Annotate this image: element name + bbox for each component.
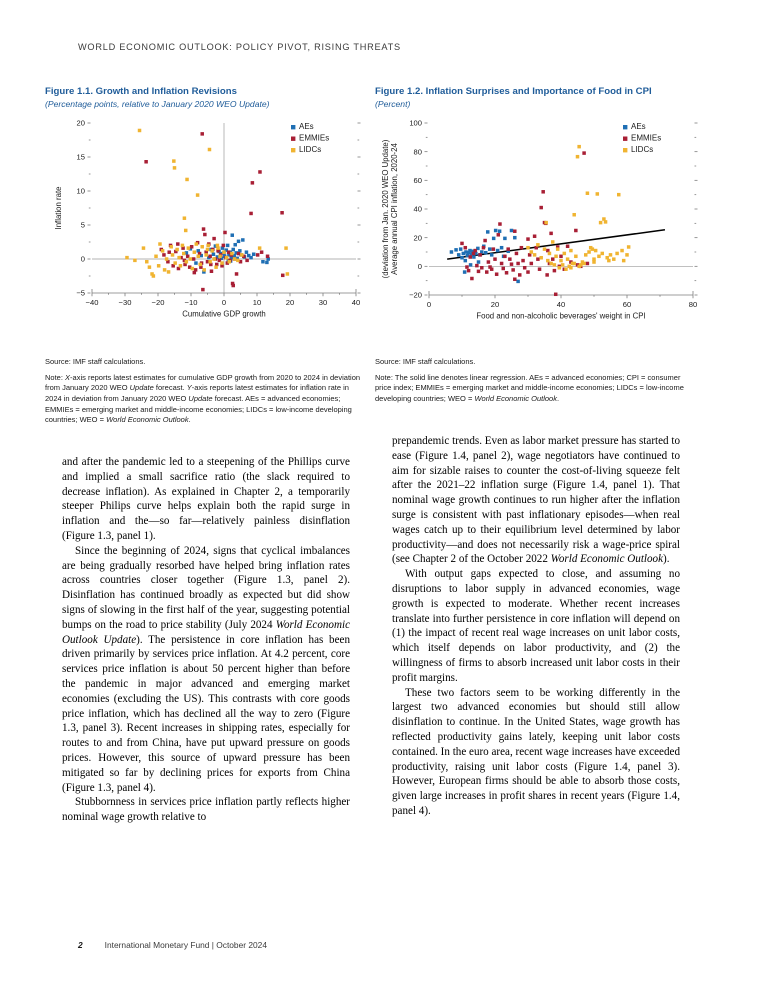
figure-1-2-source: Source: IMF staff calculations. bbox=[375, 357, 476, 366]
svg-text:−40: −40 bbox=[85, 297, 99, 307]
series-lidcs bbox=[125, 129, 289, 278]
paragraph: Stubbornness in services price inflation partly reflects higher nominal wage growth relative to bbox=[62, 796, 350, 824]
page-number: 2 bbox=[78, 940, 83, 950]
body-column-right bbox=[392, 434, 680, 819]
svg-text:30: 30 bbox=[318, 297, 328, 307]
figure-1-2-title: Figure 1.2. Inflation Surprises and Importance of Food in CPI bbox=[375, 86, 652, 97]
figure-1-1-chart bbox=[45, 115, 370, 330]
svg-text:80: 80 bbox=[413, 147, 422, 157]
body-column-left bbox=[62, 455, 350, 825]
legend-label-aes: AEs bbox=[631, 121, 646, 131]
legend-label-emmies: EMMIEs bbox=[299, 133, 330, 143]
figure-1-2-subtitle: (Percent) bbox=[375, 98, 411, 109]
svg-text:−5: −5 bbox=[76, 288, 85, 298]
series-aes bbox=[450, 229, 520, 283]
svg-text:0: 0 bbox=[221, 297, 227, 307]
footer-text: International Monetary Fund | October 2024 bbox=[104, 940, 267, 950]
series-emmies bbox=[460, 151, 589, 296]
svg-text:10: 10 bbox=[252, 297, 262, 307]
scatter-plot-1 bbox=[45, 115, 370, 330]
figure-1-1 bbox=[45, 86, 370, 330]
paragraph: Since the beginning of 2024, signs that cyclical imbalances are being gradually resorbed have helped bring inflation rates across countries closer together (Figure 1.3, panel 2). Disinflation has continued broadly as expected but did show signs of slowing in the first half of the year, suggesting potential bumps on the road to price stability (July 2024 World Economic Outlook Update). The persistence in core inflation has been driven primarily by services price inflation. At 4.2 percent, core services price inflation is about 50 percent higher than before the pandemic in major advanced and emerging market economies (excluding the US). This contrasts with core goods price inflation, which has declined all the way to zero (Figure 1.3, panel 3). Recent increases in shipping rates, especially for routes to and from China, have put upward pressure on goods prices. However, this source of upward pressure has been mitigated so far by declining prices for exports from China (Figure 1.3, panel 4). bbox=[62, 544, 350, 794]
y-axis-title: Inflation rate bbox=[54, 186, 63, 230]
svg-text:10: 10 bbox=[76, 186, 85, 196]
svg-text:20: 20 bbox=[76, 118, 85, 128]
svg-text:100: 100 bbox=[409, 118, 422, 128]
figure-1-2 bbox=[375, 86, 705, 333]
svg-text:20: 20 bbox=[413, 233, 422, 243]
svg-text:60: 60 bbox=[413, 176, 422, 186]
svg-text:−10: −10 bbox=[184, 297, 198, 307]
figure-1-1-title: Figure 1.1. Growth and Inflation Revisions bbox=[45, 86, 237, 97]
x-axis-title: Food and non-alcoholic beverages' weight in CPI bbox=[476, 311, 646, 321]
figure-1-2-chart bbox=[375, 115, 705, 333]
figure-1-1-source: Source: IMF staff calculations. bbox=[45, 357, 146, 366]
legend-label-emmies: EMMIEs bbox=[631, 133, 662, 143]
figure-1-1-subtitle: (Percentage points, relative to January 2020 WEO Update) bbox=[45, 98, 270, 109]
svg-text:0: 0 bbox=[80, 254, 85, 264]
y-axis-title: (deviation from Jan. 2020 WEO Update) bbox=[380, 139, 390, 279]
figure-1-2-note: Note: The solid line denotes linear regression. AEs = advanced economies; CPI = consumer price index; EMMIEs = emerging market and middle-income economies; LIDCs = low-income developing countries; WEO = World Economic Outlook. bbox=[375, 372, 684, 403]
svg-text:20: 20 bbox=[490, 299, 500, 309]
legend-label-lidcs: LIDCs bbox=[299, 144, 322, 154]
running-head: WORLD ECONOMIC OUTLOOK: POLICY PIVOT, RISING THREATS bbox=[78, 42, 401, 52]
y-axis-title: Average annual CPI inflation, 2020-24 bbox=[390, 143, 399, 275]
svg-text:5: 5 bbox=[80, 220, 85, 230]
figure-1-1-note: Note: X-axis reports latest estimates for cumulative GDP growth from 2020 to 2024 in deviation from January 2020 WEO Update forecast. Y-axis reports latest estimates for inflation rate in 2024 in deviation from January 2020 WEO Update forecast. AEs = advanced economies; EMMIEs = emerging market and middle-income economies; LIDCs = low-income developing countries; WEO = World Economic Outlook. bbox=[45, 372, 361, 425]
svg-text:−30: −30 bbox=[118, 297, 132, 307]
svg-text:15: 15 bbox=[76, 152, 85, 162]
svg-text:20: 20 bbox=[285, 297, 295, 307]
paragraph: These two factors seem to be working differently in the largest two advanced economies but should still allow disinflation to continue. In the United States, wage growth has reflected productivity gains lately, keeping unit labor costs contained. In the euro area, recent wage increases have exceeded productivity, raising unit labor costs (Figure 1.4, panel 3). However, European firms should be able to absorb those costs, given large increases in profit shares in recent years (Figure 1.4, panel 4). bbox=[392, 686, 680, 817]
svg-text:60: 60 bbox=[622, 299, 632, 309]
svg-text:40: 40 bbox=[556, 299, 566, 309]
page-footer bbox=[78, 940, 267, 950]
svg-text:40: 40 bbox=[351, 297, 361, 307]
svg-text:−20: −20 bbox=[409, 290, 422, 300]
svg-text:40: 40 bbox=[413, 204, 422, 214]
paragraph: With output gaps expected to close, and assuming no disruptions to labor supply in advanced economies, wage growth is expected to moderate. Whether recent increases translate into further persistence in core inflation will depend on (1) the impact of recent real wage increases on unit labor costs, which itself depends on labor productivity, and (2) the willingness of firms to absorb increased unit labor costs in their profit margins. bbox=[392, 568, 680, 684]
scatter-plot-2 bbox=[375, 115, 705, 333]
paragraph: prepandemic trends. Even as labor market pressure has started to ease (Figure 1.4, panel 2), wage negotiators have continued to aim for sizable raises to counter the cost-of-living squeeze felt after the 2021–22 inflation surge (Figure 1.4, panel 1). That nominal wage growth continues to run higher after the inflation surge is consistent with past inflationary episodes—when real wages catch up to their equilibrium level determined by labor productivity—and does not necessarily risk a wage-price spiral (see Chapter 2 of the October 2022 World Economic Outlook). bbox=[392, 435, 680, 566]
svg-text:0: 0 bbox=[417, 262, 422, 272]
paragraph: and after the pandemic led to a steepening of the Phillips curve and implied a small sacrifice ratio (the slack required to decrease inflation). As explained in Chapter 2, a temporarily steeper Philips curve helps explain both the rapid surge in inflation and the—so far—relatively painless disinflation (Figure 1.3, panel 1). bbox=[62, 456, 350, 542]
x-axis-title: Cumulative GDP growth bbox=[182, 309, 266, 319]
figure-1-2-notes bbox=[375, 357, 695, 410]
legend-label-lidcs: LIDCs bbox=[631, 144, 654, 154]
svg-text:80: 80 bbox=[688, 299, 698, 309]
svg-text:−20: −20 bbox=[151, 297, 165, 307]
legend-label-aes: AEs bbox=[299, 121, 314, 131]
figure-1-1-notes bbox=[45, 357, 363, 431]
svg-text:0: 0 bbox=[426, 299, 432, 309]
